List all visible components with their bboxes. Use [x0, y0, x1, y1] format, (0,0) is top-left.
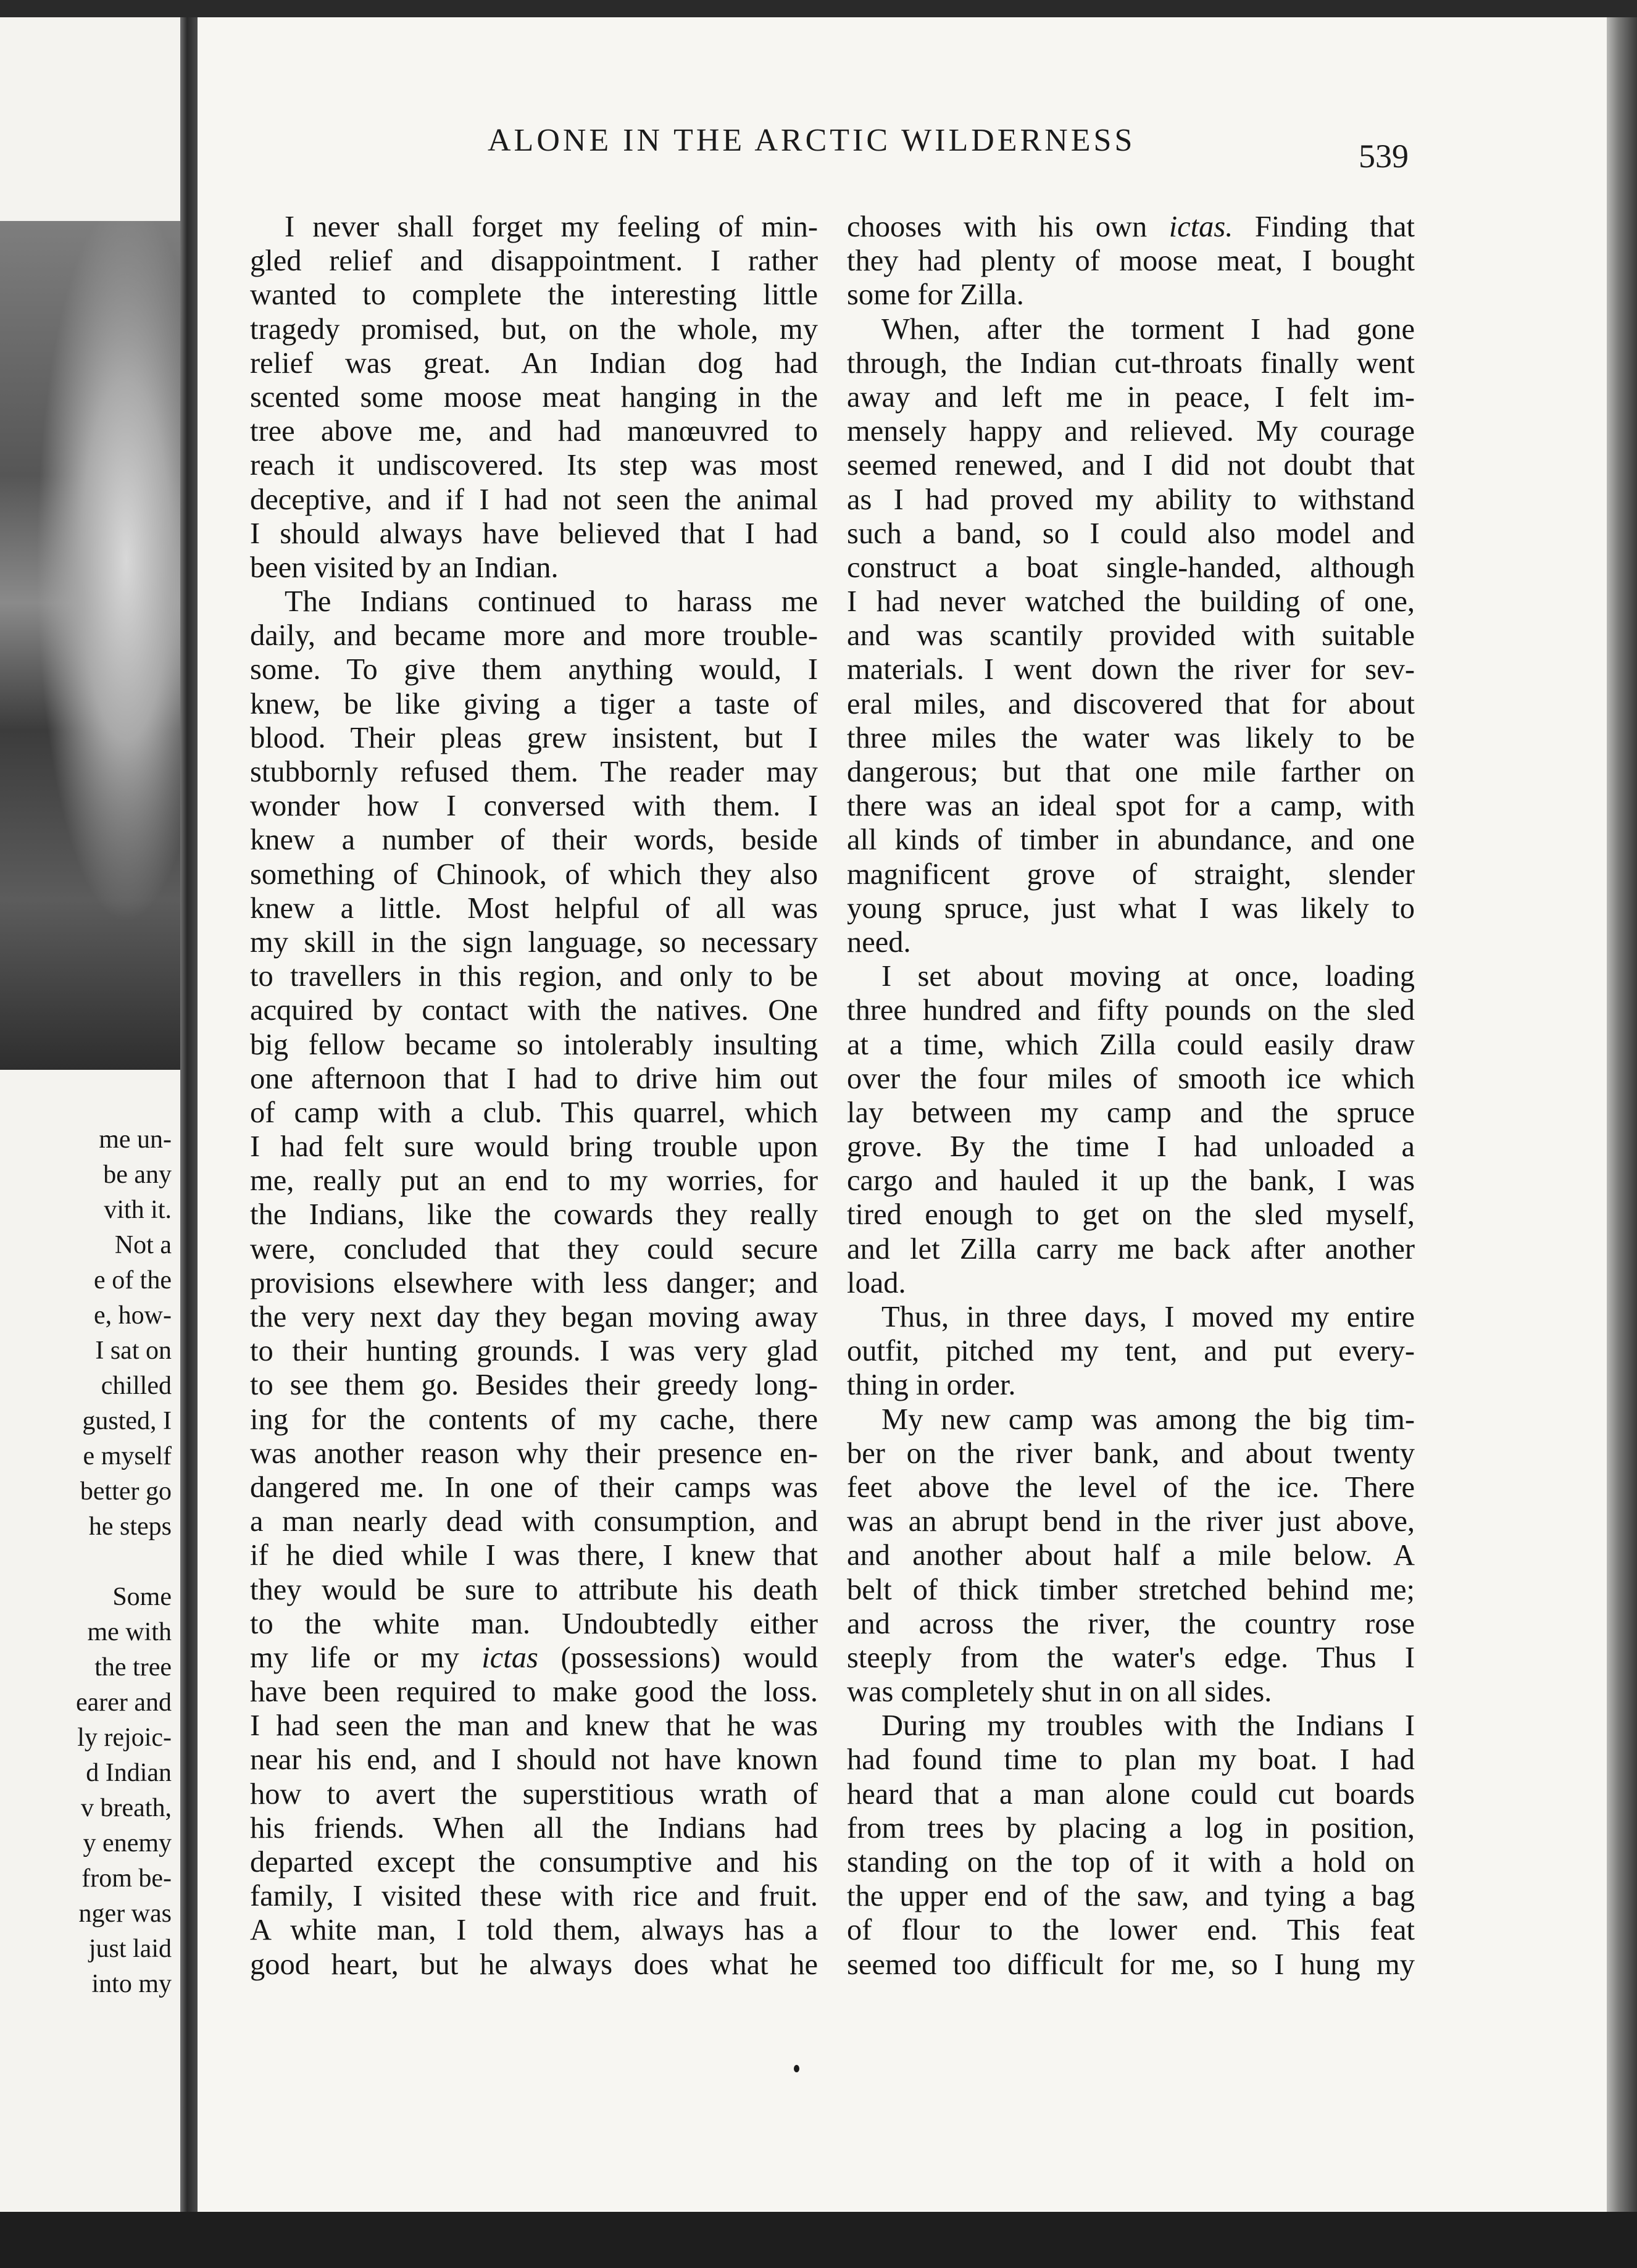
- facing-text-line: I sat on: [95, 1336, 172, 1365]
- text-line: ber on the river bank, and about twenty: [847, 1436, 1415, 1470]
- text-line: stubbornly refused them. The reader may: [250, 756, 818, 788]
- facing-text-line: nger was: [78, 1899, 172, 1928]
- text-line: to travellers in this region, and only to be: [250, 960, 818, 993]
- facing-page-text: [0, 1122, 172, 2002]
- scan-top-edge: [0, 0, 1637, 17]
- text-line: dangered me. In one of their camps was: [250, 1470, 818, 1504]
- italic-word: ictas.: [1168, 211, 1233, 243]
- text-span: chooses with his own: [847, 211, 1169, 243]
- book-gutter: [180, 17, 198, 2212]
- text-line: I had felt sure would bring trouble upon: [250, 1130, 818, 1164]
- text-column-right: [847, 210, 1415, 1982]
- text-line: I had seen the man and knew that he was: [250, 1709, 818, 1743]
- facing-text-line: d Indian: [86, 1759, 172, 1787]
- text-line: daily, and became more and more trouble-: [250, 619, 818, 652]
- text-line: tragedy promised, but, on the whole, my: [250, 312, 818, 346]
- text-line: from trees by placing a log in position,: [847, 1811, 1415, 1845]
- text-line: [250, 1641, 818, 1675]
- text-line: and across the river, the country rose: [847, 1607, 1415, 1640]
- facing-text-line: earer and: [75, 1688, 172, 1717]
- text-line: was another reason why their presence en-: [250, 1436, 818, 1470]
- text-line: reach it undiscovered. Its step was most: [250, 449, 818, 482]
- text-span: (possessions) would: [538, 1641, 818, 1674]
- facing-text-line: Not a: [114, 1231, 172, 1259]
- text-line: I should always have believed that I had: [250, 517, 818, 550]
- page-number: 539: [1359, 138, 1409, 175]
- text-line: away and left me in peace, I felt im-: [847, 380, 1415, 414]
- text-line: some. To give them anything would, I: [250, 653, 818, 686]
- text-span: Finding that: [1233, 211, 1415, 243]
- text-line: mensely happy and relieved. My courage: [847, 415, 1415, 448]
- text-line: the Indians, like the cowards they really: [250, 1198, 818, 1232]
- facing-page-photograph: [0, 221, 180, 1070]
- text-line: [847, 210, 1415, 244]
- text-line: and let Zilla carry me back after another: [847, 1232, 1415, 1265]
- text-line: a man nearly dead with consumption, and: [250, 1505, 818, 1538]
- text-line: gled relief and disappointment. I rather: [250, 244, 818, 278]
- facing-text-line: ly rejoic-: [77, 1724, 172, 1752]
- text-line: departed except the consumptive and his: [250, 1846, 818, 1878]
- text-line: how to avert the superstitious wrath of: [250, 1777, 818, 1811]
- text-line: to see them go. Besides their greedy long-: [250, 1369, 818, 1402]
- text-line: knew a number of their words, beside: [250, 823, 818, 857]
- text-line: grove. By the time I had unloaded a: [847, 1130, 1415, 1164]
- text-line: wonder how I conversed with them. I: [250, 790, 818, 823]
- facing-text-line: e of the: [94, 1266, 172, 1295]
- text-line: something of Chinook, of which they also: [250, 857, 818, 891]
- facing-text-line: into my: [91, 1970, 172, 1998]
- text-line: tree above me, and had manœuvred to: [250, 415, 818, 448]
- text-line: dangerous; but that one mile farther on: [847, 756, 1415, 788]
- text-line: outfit, pitched my tent, and put every-: [847, 1335, 1415, 1368]
- text-line: my skill in the sign language, so necessary: [250, 925, 818, 959]
- text-line: tired enough to get on the sled myself,: [847, 1198, 1415, 1232]
- facing-text-line: vith it.: [104, 1196, 172, 1224]
- facing-text-line: just laid: [88, 1935, 172, 1963]
- text-line: thing in order.: [847, 1369, 1016, 1402]
- facing-text-line: he steps: [88, 1512, 172, 1541]
- facing-text-line: e, how-: [94, 1301, 172, 1330]
- text-line: as I had proved my ability to withstand: [847, 483, 1415, 516]
- text-line: materials. I went down the river for sev-: [847, 653, 1415, 686]
- text-line: of camp with a club. This quarrel, which: [250, 1096, 818, 1129]
- text-line: young spruce, just what I was likely to: [847, 891, 1415, 925]
- text-line: one afternoon that I had to drive him out: [250, 1062, 818, 1095]
- text-line: they had plenty of moose meat, I bought: [847, 244, 1415, 278]
- text-line: through, the Indian cut-throats finally went: [847, 346, 1415, 380]
- text-line: if he died while I was there, I knew that: [250, 1539, 818, 1572]
- facing-text-line: e myself: [83, 1442, 172, 1470]
- text-line: have been required to make good the loss.: [250, 1675, 818, 1709]
- text-line: had found time to plan my boat. I had: [847, 1743, 1415, 1777]
- printer-mark: [794, 2065, 799, 2072]
- text-line: big fellow became so intolerably insulting: [250, 1028, 818, 1061]
- text-line: was completely shut in on all sides.: [847, 1675, 1272, 1709]
- text-line: construct a boat single-handed, although: [847, 551, 1415, 584]
- text-line: wanted to complete the interesting little: [250, 278, 818, 312]
- facing-text-line: me un-: [99, 1125, 172, 1154]
- text-line: family, I visited these with rice and fruit.: [250, 1880, 818, 1913]
- text-line: A white man, I told them, always has a: [250, 1914, 818, 1947]
- text-line: feet above the level of the ice. There: [847, 1470, 1415, 1504]
- text-line: me, really put an end to my worries, for: [250, 1164, 818, 1198]
- text-line: The Indians continued to harass me: [285, 585, 818, 619]
- text-line: were, concluded that they could secure: [250, 1232, 818, 1265]
- text-line: they would be sure to attribute his death: [250, 1573, 818, 1606]
- text-line: belt of thick timber stretched behind me;: [847, 1573, 1415, 1606]
- text-span: my life or my: [250, 1641, 482, 1674]
- text-line: When, after the torment I had gone: [881, 312, 1415, 346]
- text-line: need.: [847, 925, 911, 959]
- text-line: his friends. When all the Indians had: [250, 1811, 818, 1845]
- text-line: steeply from the water's edge. Thus I: [847, 1641, 1415, 1674]
- text-line: provisions elsewhere with less danger; and: [250, 1266, 818, 1299]
- text-line: knew, be like giving a tiger a taste of: [250, 687, 818, 720]
- text-line: magnificent grove of straight, slender: [847, 857, 1415, 891]
- scan-bottom-edge: [0, 2212, 1637, 2268]
- text-line: to the white man. Undoubtedly either: [250, 1607, 818, 1640]
- facing-text-line: Some: [112, 1583, 172, 1611]
- text-line: I never shall forget my feeling of min-: [285, 211, 818, 243]
- text-line: cargo and hauled it up the bank, I was: [847, 1164, 1415, 1198]
- text-line: heard that a man alone could cut boards: [847, 1777, 1415, 1811]
- text-line: lay between my camp and the spruce: [847, 1096, 1415, 1129]
- text-line: acquired by contact with the natives. One: [250, 994, 818, 1027]
- text-line: there was an ideal spot for a camp, with: [847, 790, 1415, 823]
- facing-text-line: gusted, I: [82, 1407, 172, 1435]
- running-head: ALONE IN THE ARCTIC WILDERNESS: [488, 123, 1136, 158]
- facing-text-line: the tree: [94, 1653, 172, 1682]
- text-line: three hundred and fifty pounds on the sled: [847, 994, 1415, 1027]
- text-line: relief was great. An Indian dog had: [250, 346, 818, 380]
- text-line: and another about half a mile below. A: [847, 1539, 1415, 1572]
- facing-text-line: me with: [87, 1618, 172, 1646]
- text-line: near his end, and I should not have known: [250, 1743, 818, 1777]
- text-line: the very next day they began moving away: [250, 1301, 818, 1333]
- text-line: all kinds of timber in abundance, and one: [847, 823, 1415, 857]
- text-line: such a band, so I could also model and: [847, 517, 1415, 550]
- text-line: at a time, which Zilla could easily draw: [847, 1028, 1415, 1061]
- text-line: blood. Their pleas grew insistent, but I: [250, 721, 818, 754]
- text-line: some for Zilla.: [847, 278, 1024, 312]
- italic-word: ictas: [481, 1641, 538, 1674]
- text-line: load.: [847, 1266, 906, 1299]
- text-line: to their hunting grounds. I was very glad: [250, 1335, 818, 1368]
- text-line: seemed renewed, and I did not doubt that: [847, 449, 1415, 482]
- facing-text-line: [0, 1545, 172, 1580]
- text-line: ing for the contents of my cache, there: [250, 1403, 818, 1436]
- text-line: My new camp was among the big tim-: [881, 1403, 1415, 1436]
- facing-text-line: chilled: [101, 1372, 172, 1400]
- page-edge: [1607, 17, 1637, 2212]
- text-line: standing on the top of it with a hold on: [847, 1846, 1415, 1878]
- text-line: deceptive, and if I had not seen the animal: [250, 483, 818, 516]
- facing-page: [0, 17, 180, 2212]
- facing-text-line: v breath,: [81, 1794, 172, 1822]
- facing-text-line: from be-: [81, 1864, 172, 1893]
- text-line: knew a little. Most helpful of all was: [250, 891, 818, 925]
- text-line: scented some moose meat hanging in the: [250, 380, 818, 414]
- facing-text-line: better go: [80, 1477, 172, 1506]
- text-column-left: [250, 210, 818, 1982]
- text-line: good heart, but he always does what he: [250, 1948, 818, 1981]
- text-line: was an abrupt bend in the river just above,: [847, 1505, 1415, 1538]
- text-line: I had never watched the building of one,: [847, 585, 1415, 619]
- text-line: During my troubles with the Indians I: [881, 1709, 1415, 1743]
- text-line: and was scantily provided with suitable: [847, 619, 1415, 652]
- text-line: I set about moving at once, loading: [881, 960, 1415, 993]
- facing-text-line: be any: [103, 1161, 172, 1189]
- text-line: three miles the water was likely to be: [847, 721, 1415, 754]
- text-line: eral miles, and discovered that for about: [847, 687, 1415, 720]
- text-line: seemed too difficult for me, so I hung my: [847, 1948, 1415, 1981]
- text-line: Thus, in three days, I moved my entire: [881, 1301, 1415, 1333]
- facing-text-line: y enemy: [83, 1829, 172, 1857]
- text-line: been visited by an Indian.: [250, 551, 559, 584]
- text-line: of flour to the lower end. This feat: [847, 1914, 1415, 1947]
- text-line: over the four miles of smooth ice which: [847, 1062, 1415, 1095]
- text-line: the upper end of the saw, and tying a bag: [847, 1880, 1415, 1913]
